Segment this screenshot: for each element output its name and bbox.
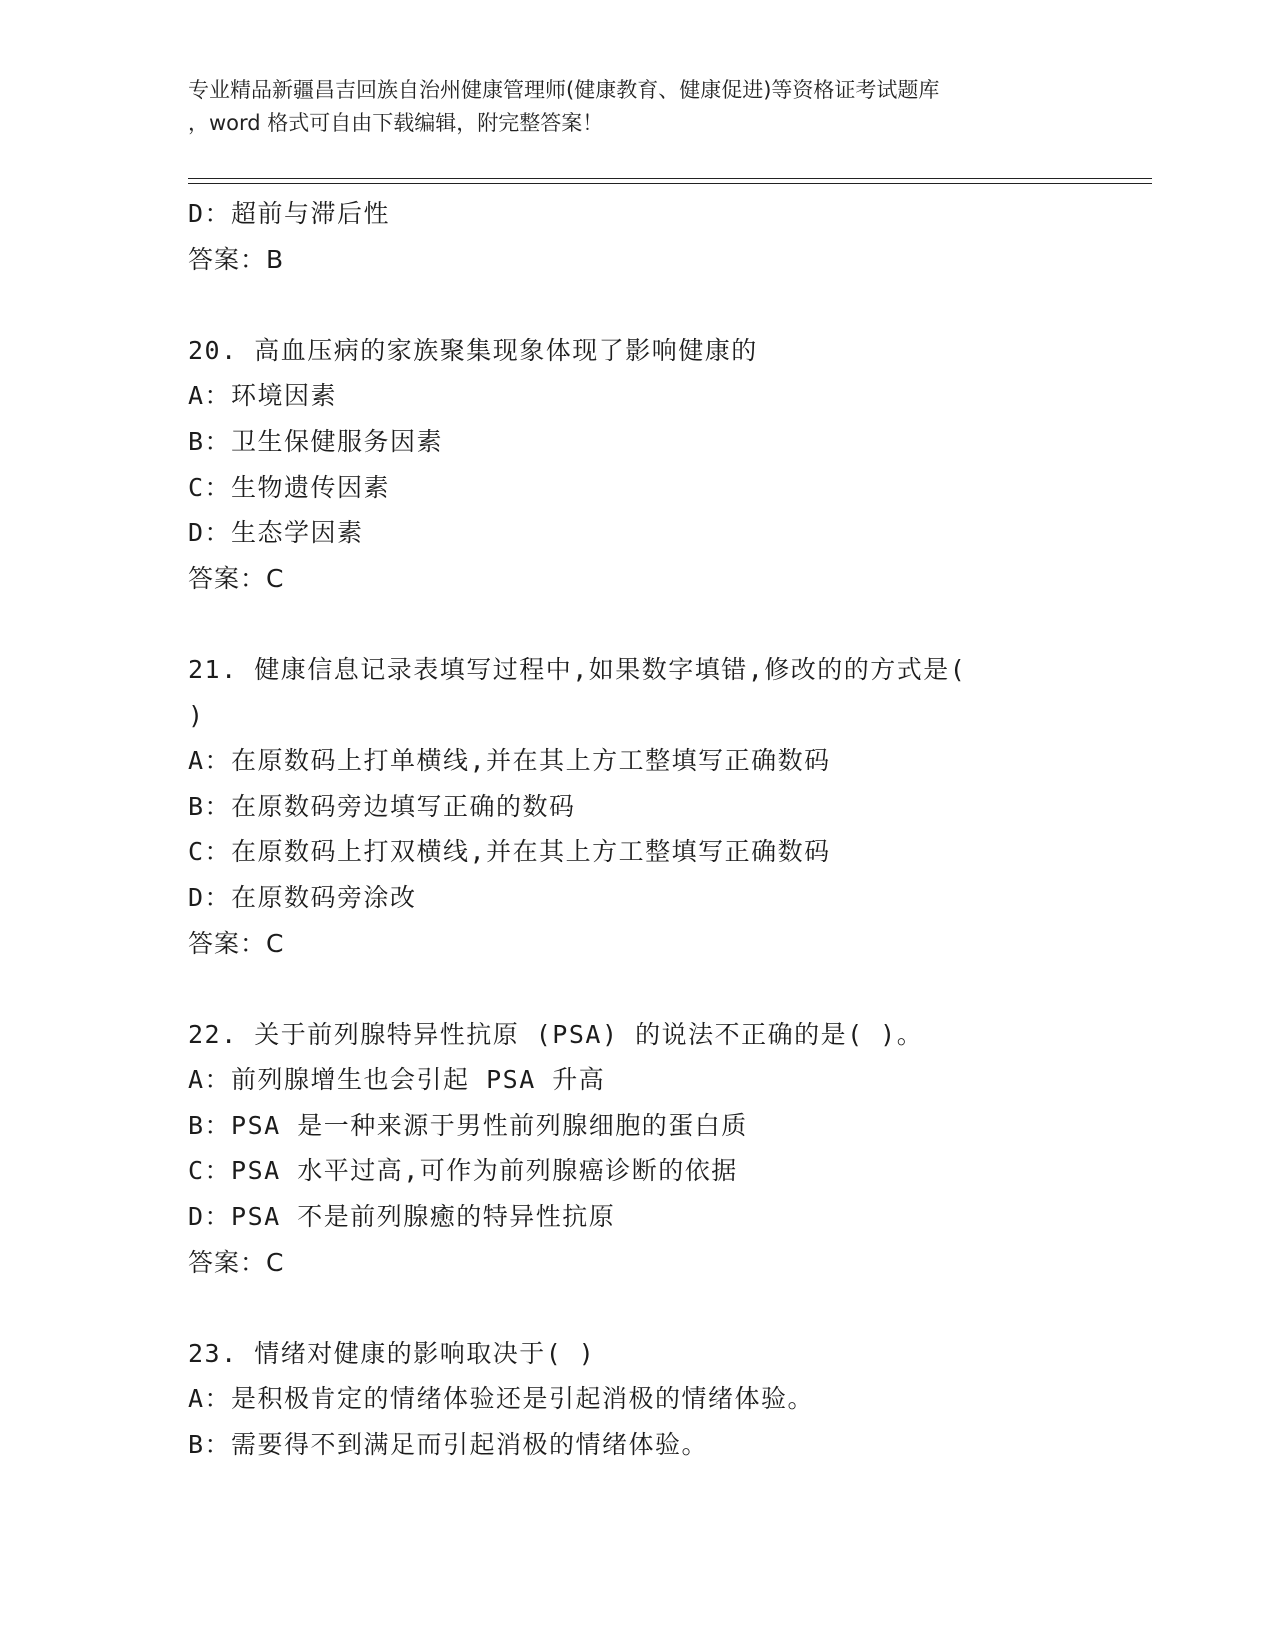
q22-option-b: B：PSA 是一种来源于男性前列腺细胞的蛋白质: [188, 1110, 748, 1140]
q20-option-a: A：环境因素: [188, 381, 338, 411]
spacer: [188, 1285, 1148, 1331]
header-divider-top: [188, 178, 1152, 179]
header-title-line-2: ，word 格式可自由下载编辑，附完整答案！: [188, 111, 604, 135]
header-title-line-1: 专业精品新疆昌吉回族自治州健康管理师(健康教育、健康促进)等资格证考试题库: [188, 78, 940, 102]
q21-option-c: C：在原数码上打双横线,并在其上方工整填写正确数码: [188, 837, 831, 867]
header-divider-bottom: [188, 183, 1152, 184]
document-header: [188, 74, 1088, 140]
q19-option-d: D：超前与滞后性: [188, 199, 391, 228]
q22-option-a: A：前列腺增生也会引起 PSA 升高: [188, 1065, 606, 1095]
question-list: [188, 191, 1148, 1468]
q21-option-d: D：在原数码旁涂改: [188, 882, 417, 912]
q22-option-d: D：PSA 不是前列腺癒的特异性抗原: [188, 1202, 616, 1232]
spacer: [188, 282, 1148, 328]
q21-stem-line-2: ): [188, 700, 205, 730]
spacer: [188, 601, 1148, 647]
q23-option-a: A：是积极肯定的情绪体验还是引起消极的情绪体验。: [188, 1384, 815, 1414]
spacer: [188, 966, 1148, 1012]
q19-answer: 答案：B: [188, 244, 285, 274]
q20-stem: 20. 高血压病的家族聚集现象体现了影响健康的: [188, 335, 758, 365]
q21-answer: 答案：C: [188, 928, 285, 958]
q20-answer: 答案：C: [188, 563, 285, 593]
q21-option-b: B：在原数码旁边填写正确的数码: [188, 791, 576, 821]
q20-option-d: D：生态学因素: [188, 518, 364, 548]
q20-option-b: B：卫生保健服务因素: [188, 426, 444, 456]
q21-stem-line-1: 21. 健康信息记录表填写过程中,如果数字填错,修改的的方式是(: [188, 654, 967, 684]
q23-option-b: B：需要得不到满足而引起消极的情绪体验。: [188, 1430, 709, 1460]
q21-option-a: A：在原数码上打单横线,并在其上方工整填写正确数码: [188, 746, 831, 776]
q22-option-c: C：PSA 水平过高,可作为前列腺癌诊断的依据: [188, 1156, 738, 1186]
q20-option-c: C：生物遗传因素: [188, 472, 391, 502]
q22-stem: 22. 关于前列腺特异性抗原 (PSA) 的说法不正确的是( )。: [188, 1019, 924, 1049]
q22-answer: 答案：C: [188, 1247, 285, 1277]
q23-stem: 23. 情绪对健康的影响取决于( ): [188, 1338, 596, 1368]
